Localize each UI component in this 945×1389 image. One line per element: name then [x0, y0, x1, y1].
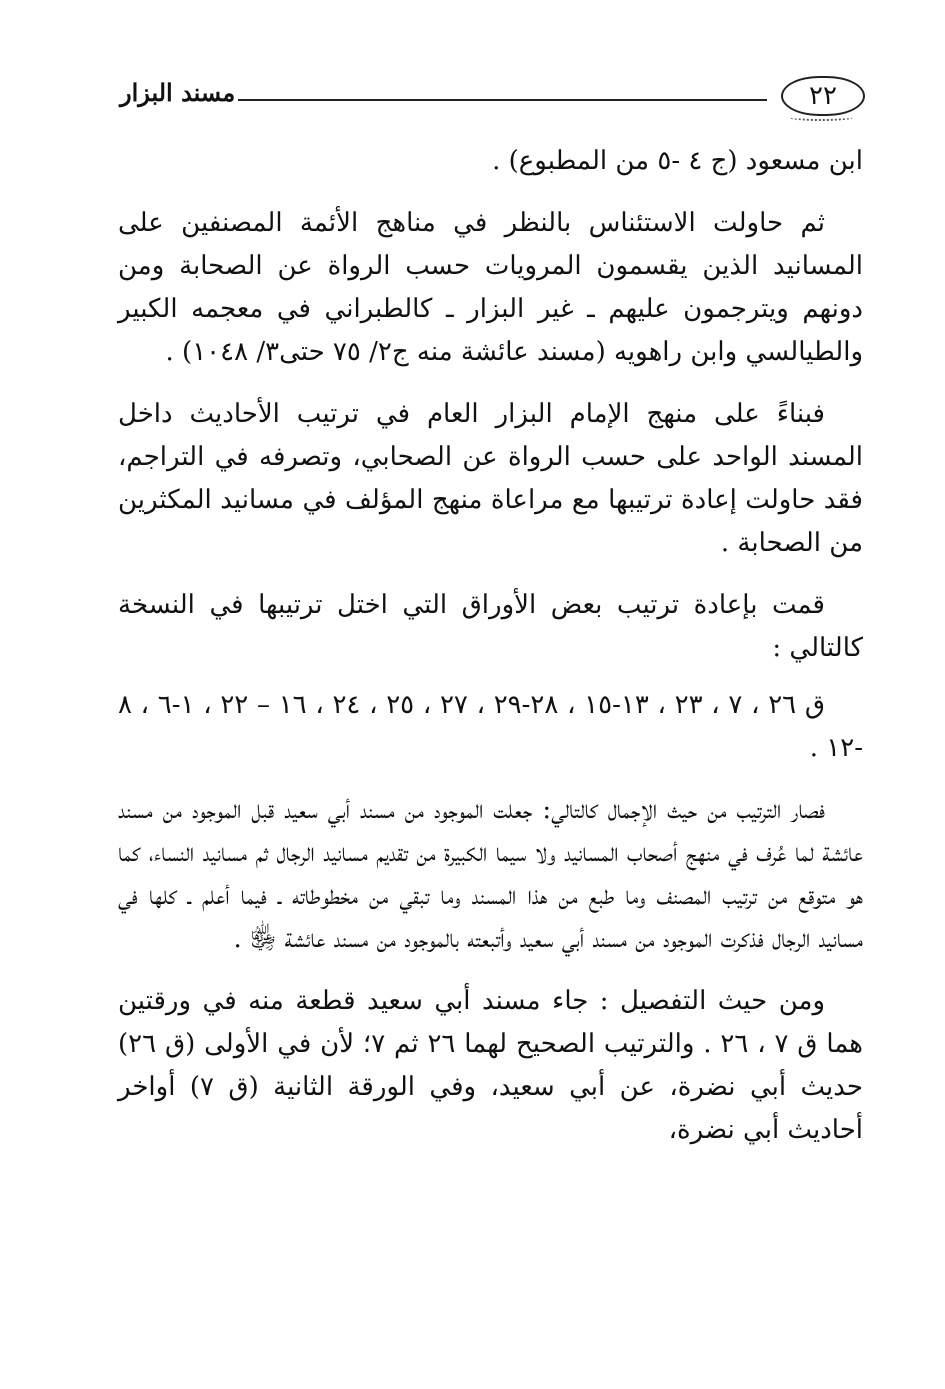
- paragraph-4: قمت بإعادة ترتيب بعض الأوراق التي اختل ترتيبها في النسخة كالتالي :: [118, 590, 863, 663]
- paragraph-6: فصار الترتيب من حيث الإجمال كالتالي: جعلت الموجود من مسند أبي سعيد قبل الموجود من مسند عائشة لما عُرف في منهج أصحاب المسانيد ولا سيما الكبيرة من تقديم مسانيد الرجال ثم مسانيد النساء، كما هو متوقع من ترتيب المصنف وما طبع من هذا المسند وما تبقي من مخطوطاته ـ فيما أعلم ـ كلها في مسانيد الرجال فذكرت الموجود من مسند أبي سعيد وأتبعته بالموجود من مسند عائشة ﵂ .: [118, 795, 863, 954]
- paragraph-1: ابن مسعود (ج ٤ -٥ من المطبوع) .: [492, 146, 863, 176]
- page-header: [120, 72, 865, 122]
- paragraph-2: ثم حاولت الاستئناس بالنظر في مناهج الأئمة المصنفين على المسانيد الذين يقسمون المرويات حسب الرواة عن الصحابة ومن دونهم ويترجمون عليهم ـ غير البزار ـ كالطبراني في معجمه الكبير والطيالسي وابن راهويه (مسند عائشة منه ج٢/ ٧٥ حتى٣/ ١٠٤٨) .: [118, 208, 863, 367]
- running-title: مسند البزار: [120, 78, 236, 107]
- page-body: [118, 140, 863, 1171]
- page-order-list: ق ٢٦ ، ٧ ، ٢٣ ، ١٣-١٥ ، ٢٨-٢٩ ، ٢٧ ، ٢٥ ، ٢٤ ، ١٦ – ٢٢ ، ١-٦ ، ٨ -١٢ .: [118, 690, 863, 763]
- header-rule: [238, 99, 767, 101]
- paragraph-7: ومن حيث التفصيل : جاء مسند أبي سعيد قطعة منه في ورقتين هما ق ٧ ، ٢٦ . والترتيب الصحيح لهما ٢٦ ثم ٧؛ لأن في الأولى (ق ٢٦) حديث أبي نضرة، عن أبي سعيد، وفي الورقة الثانية (ق ٧) أواخر أحاديث أبي نضرة،: [118, 986, 863, 1145]
- page-number: ٢٢: [781, 76, 865, 116]
- paragraph-3: فبناءً على منهج الإمام البزار العام في ترتيب الأحاديث داخل المسند الواحد على حسب الرواة عن الصحابي، وتصرفه في التراجم، فقد حاولت إعادة ترتيبها مع مراعاة منهج المؤلف في مسانيد المكثرين من الصحابة .: [118, 399, 863, 558]
